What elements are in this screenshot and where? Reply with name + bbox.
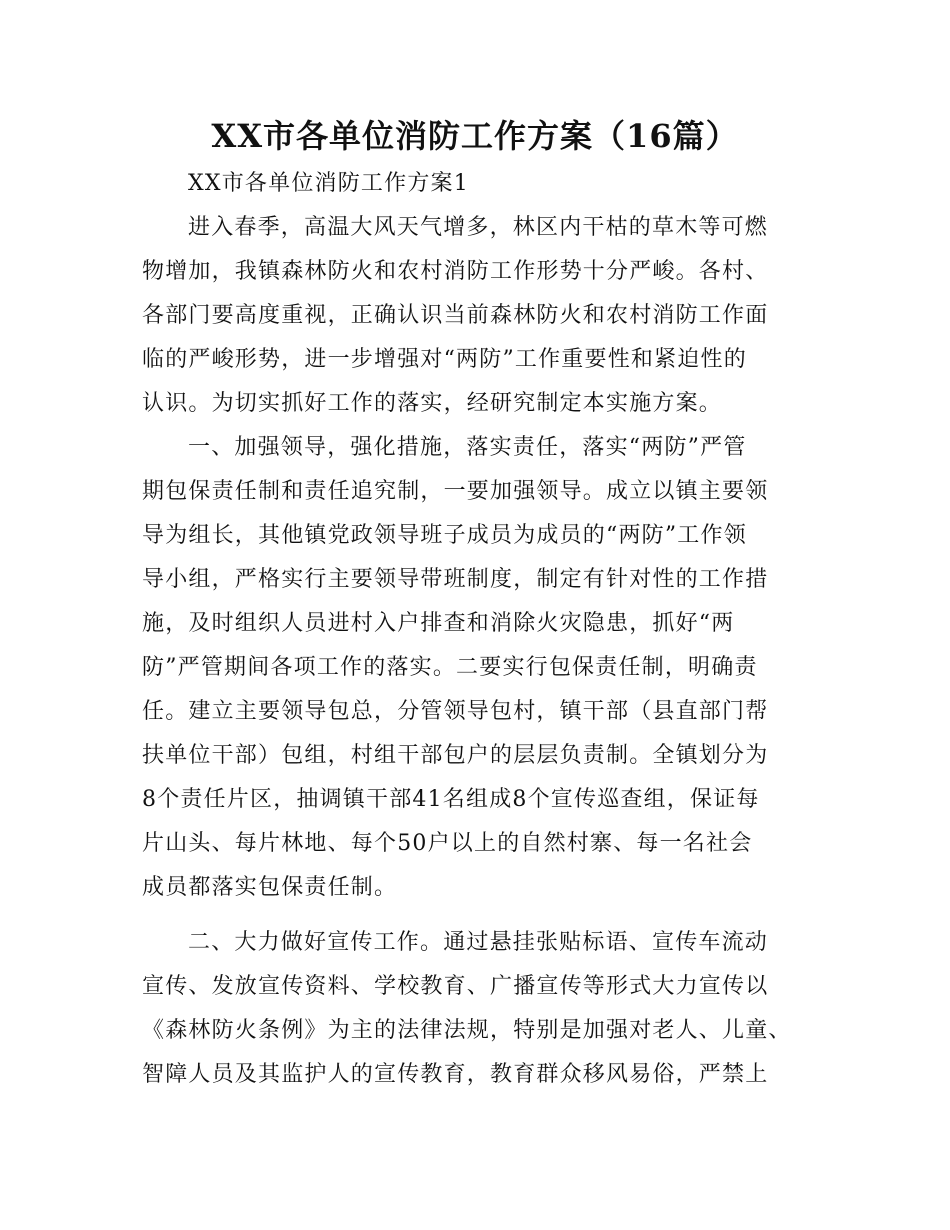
paragraph-line: 物增加，我镇森林防火和农村消防工作形势十分严峻。各村、 xyxy=(142,259,769,284)
paragraph-3 xyxy=(142,921,810,1097)
paragraph-line: 8个责任片区，抽调镇干部41名组成8个宣传巡查组，保证每 xyxy=(142,787,760,812)
section-subtitle: XX市各单位消防工作方案1 xyxy=(188,171,469,196)
paragraph-line: 扶单位干部）包组，村组干部包户的层层负责制。全镇划分为 xyxy=(142,743,769,768)
paragraph-2 xyxy=(142,426,810,910)
paragraph-line: 成员都落实包保责任制。 xyxy=(142,875,398,900)
paragraph-line: 导为组长，其他镇党政领导班子成员为成员的“两防”工作领 xyxy=(142,523,747,548)
paragraph-line: 期包保责任制和责任追究制，一要加强领导。成立以镇主要领 xyxy=(142,479,769,504)
paragraph-line: 临的严峻形势，进一步增强对“两防”工作重要性和紧迫性的 xyxy=(142,347,747,372)
paragraph-line: 施，及时组织人员进村入户排查和消除火灾隐患，抓好“两 xyxy=(142,611,735,636)
paragraph-line: 任。建立主要领导包总，分管领导包村，镇干部（县直部门帮 xyxy=(142,699,769,724)
paragraph-line: 认识。为切实抓好工作的落实，经研究制定本实施方案。 xyxy=(142,391,723,416)
paragraph-line: 进入春季，高温大风天气增多，林区内干枯的草木等可燃 xyxy=(188,215,769,240)
paragraph-line: 防”严管期间各项工作的落实。二要实行包保责任制，明确责 xyxy=(142,655,758,680)
paragraph-line: 二、大力做好宣传工作。通过悬挂张贴标语、宣传车流动 xyxy=(188,930,769,955)
paragraph-line: 《森林防火条例》为主的法律法规，特别是加强对老人、儿童、 xyxy=(142,1018,792,1043)
paragraph-line: 片山头、每片林地、每个50户以上的自然村寨、每一名社会 xyxy=(142,831,753,856)
document-body xyxy=(142,162,810,1097)
paragraph-line: 各部门要高度重视，正确认识当前森林防火和农村消防工作面 xyxy=(142,303,769,328)
paragraph-line: 导小组，严格实行主要领导带班制度，制定有针对性的工作措 xyxy=(142,567,769,592)
paragraph-gap xyxy=(142,910,810,921)
paragraph-line: 智障人员及其监护人的宣传教育，教育群众移风易俗，严禁上 xyxy=(142,1062,769,1087)
paragraph-line: 宣传、发放宣传资料、学校教育、广播宣传等形式大力宣传以 xyxy=(142,974,769,999)
document-title: XX市各单位消防工作方案（16篇） xyxy=(211,117,739,155)
paragraph-1 xyxy=(142,206,810,426)
paragraph-line: 一、加强领导，强化措施，落实责任，落实“两防”严管 xyxy=(188,435,747,460)
